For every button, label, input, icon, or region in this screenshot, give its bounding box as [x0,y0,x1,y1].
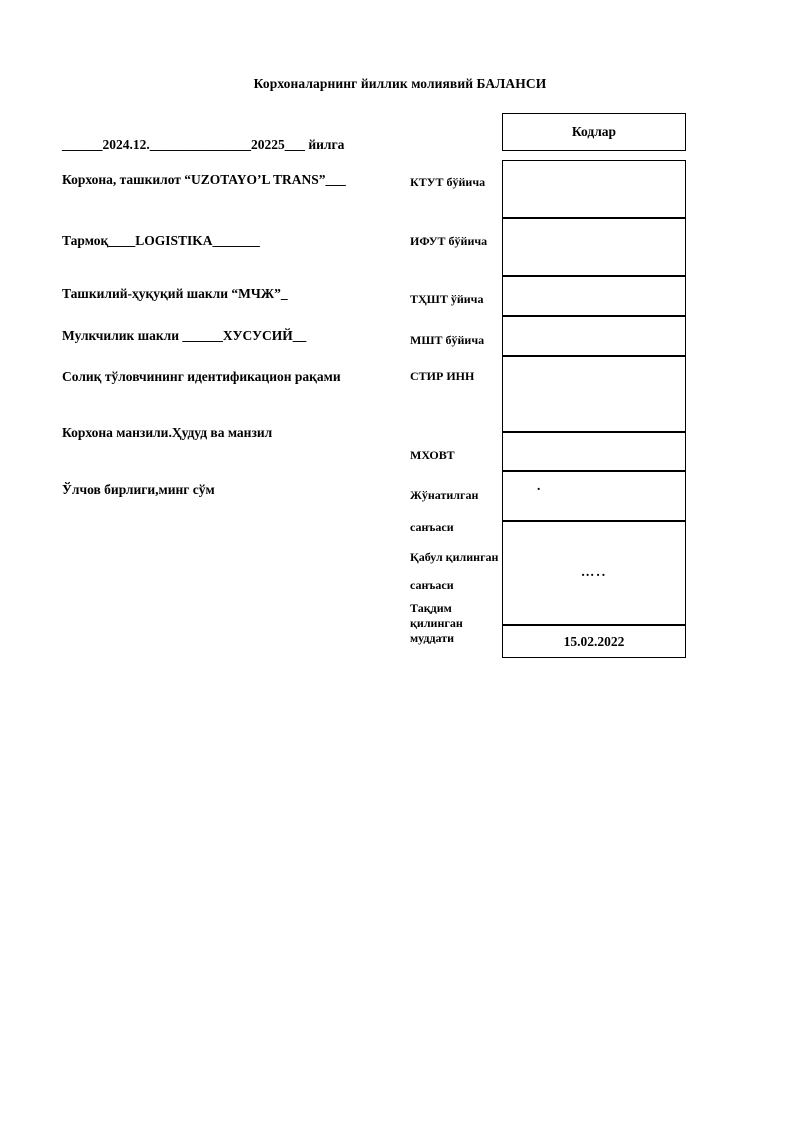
legal-form-label: Ташкилий-ҳуқуқий шакли “МЧЖ”_ [62,286,288,301]
tqst-code-label: ТҲШТ ўйича [410,292,484,306]
mst-value-box[interactable] [502,316,686,356]
sent-value-box[interactable] [502,471,686,521]
ktut-value-box[interactable] [502,160,686,218]
sent-label: Жўнатилган [410,488,479,502]
sent-value-text: . [537,478,541,493]
accepted-value-box[interactable] [502,521,686,625]
stir-value-box[interactable] [502,356,686,432]
accepted-label: Қабул қилинган [410,550,499,564]
unit-label: Ўлчов бирлиги,минг сўм [62,482,215,497]
codes-header-box: Кодлар [502,113,686,151]
page-title: Корхоналарнинг йиллик молиявий БАЛАНСИ [253,76,547,91]
accepted-date-label: санъаси [410,578,454,592]
submitted-line-1: Тақдим [410,601,452,615]
organization-label: Корхона, ташкилот “UZOTAYO’L TRANS”___ [62,172,346,187]
ktut-code-label: КТУТ бўйича [410,175,486,189]
codes-box-column [502,113,686,658]
mxovt-code-label: МХОВТ [410,448,455,462]
year-line-label: ______2024.12._______________20225___ йилга [62,137,345,152]
submitted-line-2: қилинган [410,616,463,630]
ifut-code-label: ИФУТ бўйича [410,234,488,248]
stir-code-label: СТИР ИНН [410,369,475,383]
taxpayer-id-label: Солиқ тўловчининг идентификацион рақами [62,369,341,384]
box-spacer [502,151,686,160]
submitted-deadline-label [410,601,463,646]
branch-label: Тармоқ____LOGISTIKA_______ [62,233,260,248]
mst-code-label: МШТ бўйича [410,333,485,347]
accepted-value-text: ….. [580,564,608,579]
address-label: Корхона манзили.Ҳудуд ва манзил [62,425,273,440]
deadline-value-box[interactable]: 15.02.2022 [502,625,686,658]
sent-date-label: санъаси [410,520,454,534]
mxovt-value-box[interactable] [502,432,686,471]
submitted-line-3: муддати [410,631,455,645]
ifut-value-box[interactable] [502,218,686,276]
tqst-value-box[interactable] [502,276,686,316]
ownership-form-label: Мулкчилик шакли ______ХУСУСИЙ__ [62,328,307,343]
